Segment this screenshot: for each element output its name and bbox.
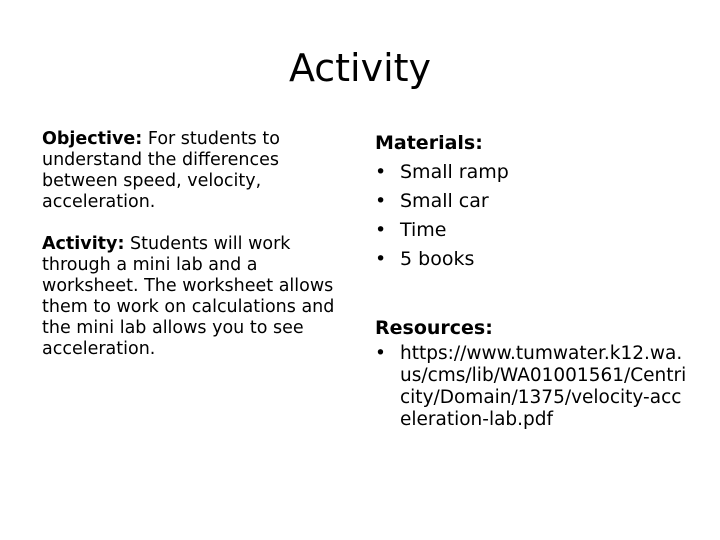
objective-paragraph: [42, 129, 347, 213]
bullet-icon: •: [375, 343, 386, 364]
resources-heading: Resources:: [375, 317, 493, 339]
activity-text: Students will work through a mini lab and a worksheet. The worksheet allows them to work on calculations and the mini lab allows you to see acceleration.: [42, 234, 335, 359]
bullet-icon: •: [375, 248, 387, 270]
bullet-icon: •: [375, 190, 387, 212]
activity-paragraph: [42, 234, 347, 360]
resources-list: [375, 343, 700, 431]
materials-heading: Materials:: [375, 132, 483, 154]
left-column: [42, 129, 347, 360]
materials-section: [375, 129, 700, 274]
list-item: [375, 245, 700, 274]
list-item: [375, 343, 690, 431]
activity-label: Activity:: [42, 234, 125, 254]
resources-section: [375, 314, 700, 431]
material-item: Time: [400, 219, 447, 241]
right-column: [375, 129, 700, 431]
objective-label: Objective:: [42, 129, 143, 149]
material-item: Small car: [400, 190, 489, 212]
materials-list: [375, 158, 700, 274]
resource-link[interactable]: https://www.tumwater.k12.wa.us/cms/lib/WA01001561/Centricity/Domain/1375/velocity-acceleration-lab.pdf: [400, 343, 687, 430]
objective-text: For students to understand the differences between speed, velocity, acceleration.: [42, 129, 280, 212]
list-item: [375, 158, 700, 187]
list-item: [375, 187, 700, 216]
material-item: 5 books: [400, 248, 475, 270]
bullet-icon: •: [375, 219, 387, 241]
list-item: [375, 216, 700, 245]
page-title: Activity: [288, 46, 432, 90]
bullet-icon: •: [375, 161, 387, 183]
material-item: Small ramp: [400, 161, 509, 183]
